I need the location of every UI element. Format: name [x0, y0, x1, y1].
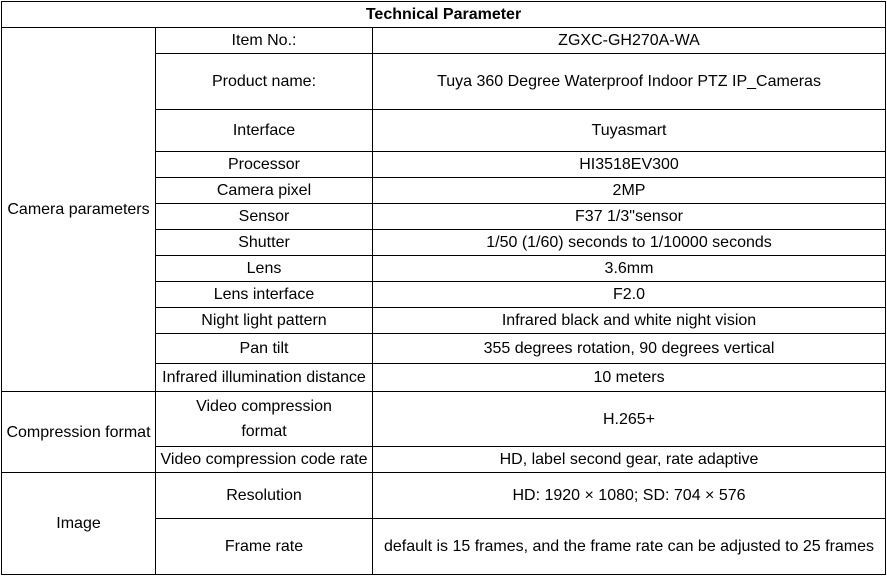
row-label: Video compression code rate — [156, 447, 373, 473]
section-camera-parameters: Camera parameters — [2, 28, 156, 392]
row-label: Frame rate — [156, 519, 373, 575]
row-label: Infrared illumination distance — [156, 364, 373, 392]
row-value: 3.6mm — [373, 256, 886, 282]
row-value: F37 1/3"sensor — [373, 204, 886, 230]
row-value: 1/50 (1/60) seconds to 1/10000 seconds — [373, 230, 886, 256]
row-value: Infrared black and white night vision — [373, 308, 886, 334]
section-image: Image — [2, 473, 156, 575]
row-value: default is 15 frames, and the frame rate can be adjusted to 25 frames — [373, 519, 886, 575]
row-value: Tuya 360 Degree Waterproof Indoor PTZ IP_Cameras — [373, 54, 886, 110]
technical-parameter-table — [1, 1, 886, 575]
row-label: Item No.: — [156, 28, 373, 54]
row-label: Processor — [156, 152, 373, 178]
row-value: Tuyasmart — [373, 110, 886, 152]
table-title: Technical Parameter — [2, 2, 886, 28]
row-label: Product name: — [156, 54, 373, 110]
row-label: Camera pixel — [156, 178, 373, 204]
row-value: H.265+ — [373, 392, 886, 447]
row-label: Resolution — [156, 473, 373, 519]
row-value: HD: 1920 × 1080; SD: 704 × 576 — [373, 473, 886, 519]
row-value: 2MP — [373, 178, 886, 204]
row-value: HD, label second gear, rate adaptive — [373, 447, 886, 473]
section-compression-format: Compression format — [2, 392, 156, 473]
row-value: ZGXC-GH270A-WA — [373, 28, 886, 54]
row-value: HI3518EV300 — [373, 152, 886, 178]
row-value: 10 meters — [373, 364, 886, 392]
row-value: 355 degrees rotation, 90 degrees vertical — [373, 334, 886, 364]
row-label: Interface — [156, 110, 373, 152]
row-label: Lens interface — [156, 282, 373, 308]
row-label: Pan tilt — [156, 334, 373, 364]
row-label: Lens — [156, 256, 373, 282]
row-label: Night light pattern — [156, 308, 373, 334]
row-label: Shutter — [156, 230, 373, 256]
row-label: Sensor — [156, 204, 373, 230]
row-value: F2.0 — [373, 282, 886, 308]
row-label: Video compression format — [156, 392, 373, 447]
